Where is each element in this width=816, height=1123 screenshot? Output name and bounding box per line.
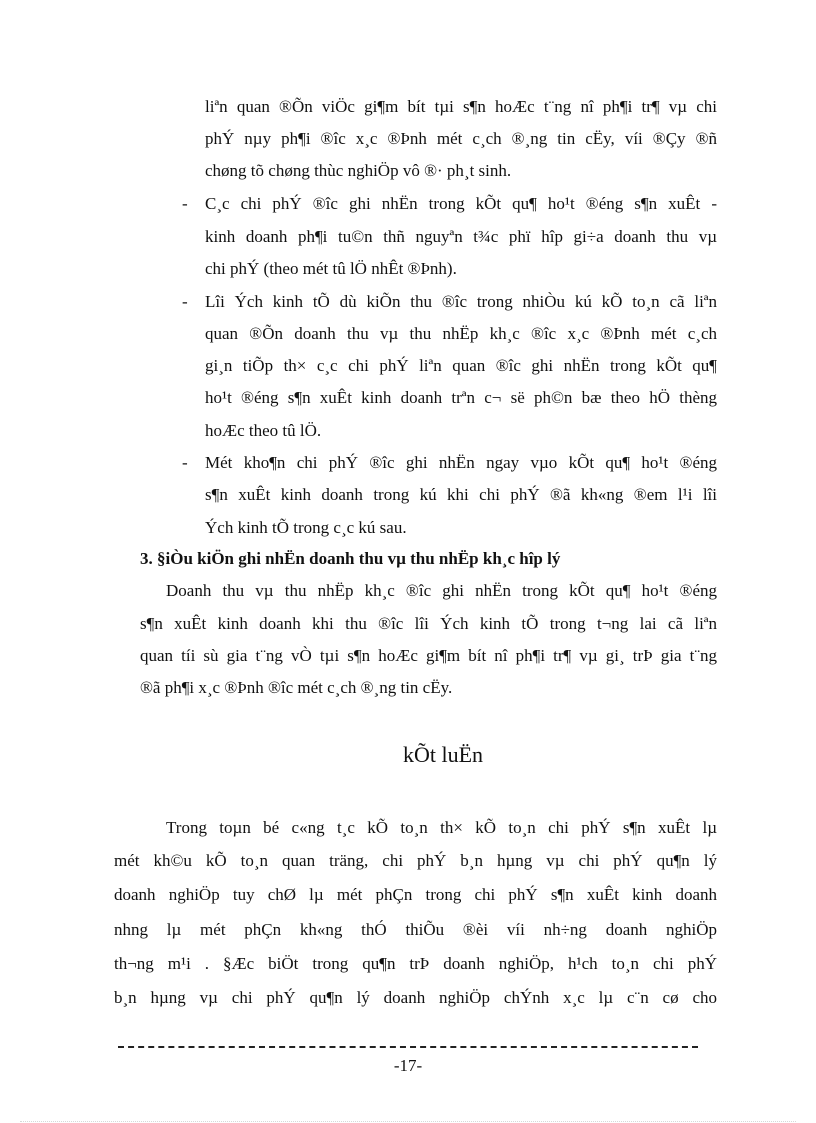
conclusion-title: kÕt luËn	[402, 742, 484, 767]
footer-divider	[118, 1046, 698, 1048]
text-line: th¬ng m¹i . §Æc biÖt trong qu¶n trÞ doanh nghiÖp, h¹ch to¸n chi phÝ	[114, 954, 717, 973]
text-line: doanh nghiÖp tuy chØ lµ mét phÇn trong chi phÝ s¶n xuÊt kinh doanh	[114, 885, 717, 904]
section-heading: 3. §iÒu kiÖn ghi nhËn doanh thu vµ thu nhËp kh¸c hîp lý	[140, 549, 561, 568]
text-line: C¸c chi phÝ ®îc ghi nhËn trong kÕt qu¶ ho¹t ®éng s¶n xuÊt -	[205, 194, 717, 213]
text-line: quan ®Õn doanh thu vµ thu nhËp kh¸c ®îc x¸c ®Þnh mét c¸ch	[205, 324, 717, 343]
bullet-dash: -	[182, 453, 188, 472]
text-line: nhng lµ mét phÇn kh«ng thÓ thiÕu ®èi víi nh÷ng doanh nghiÖp	[114, 920, 717, 939]
text-line: s¶n xuÊt kinh doanh khi thu ®îc lîi Ých kinh tÕ trong t¬ng lai cã liªn	[140, 614, 717, 633]
text-line: s¶n xuÊt kinh doanh trong kú khi chi phÝ ®ã kh«ng ®em l¹i lîi	[205, 485, 717, 504]
text-line: mét kh©u kÕ to¸n quan träng, chi phÝ b¸n hµng vµ chi phÝ qu¶n lý	[114, 851, 717, 870]
text-line: gi¸n tiÕp th× c¸c chi phÝ liªn quan ®îc ghi nhËn trong kÕt qu¶	[205, 356, 717, 375]
text-line: Trong toµn bé c«ng t¸c kÕ to¸n th× kÕ to¸n chi phÝ s¶n xuÊt lµ	[166, 818, 717, 837]
page-bottom-edge	[20, 1121, 796, 1122]
text-line: b¸n hµng vµ chi phÝ qu¶n lý doanh nghiÖp chÝnh x¸c lµ c¨n cø cho	[114, 988, 717, 1007]
text-line: chøng tõ chøng thùc nghiÖp vô ®· ph¸t sinh.	[205, 161, 512, 180]
text-line: chi phÝ (theo mét tû lÖ nhÊt ®Þnh).	[205, 259, 457, 278]
text-line: Lîi Ých kinh tÕ dù kiÕn thu ®îc trong nhiÒu kú kÕ to¸n cã liªn	[205, 292, 717, 311]
page-number: -17-	[393, 1056, 423, 1075]
text-line: phÝ nµy ph¶i ®îc x¸c ®Þnh mét c¸ch ®¸ng tin cËy, víi ®Çy ®ñ	[205, 129, 717, 148]
text-line: ho¹t ®éng s¶n xuÊt kinh doanh trªn c¬ së ph©n bæ theo hÖ thèng	[205, 388, 717, 407]
bullet-dash: -	[182, 292, 188, 311]
text-line: Doanh thu vµ thu nhËp kh¸c ®îc ghi nhËn trong kÕt qu¶ ho¹t ®éng	[166, 581, 717, 600]
text-line: Ých kinh tÕ trong c¸c kú sau.	[205, 518, 407, 537]
bullet-dash: -	[182, 194, 188, 213]
text-line: liªn quan ®Õn viÖc gi¶m bít tµi s¶n hoÆc t¨ng nî ph¶i tr¶ vµ chi	[205, 97, 717, 116]
text-line: kinh doanh ph¶i tu©n thñ nguyªn t¾c phï hîp gi÷a doanh thu vµ	[205, 227, 717, 246]
text-line: quan tíi sù gia t¨ng vÒ tµi s¶n hoÆc gi¶m bít nî ph¶i tr¶ vµ gi¸ trÞ gia t¨ng	[140, 646, 717, 665]
text-line: hoÆc theo tû lÖ.	[205, 421, 322, 440]
text-line: ®ã ph¶i x¸c ®Þnh ®îc mét c¸ch ®¸ng tin cËy.	[140, 678, 453, 697]
text-line: Mét kho¶n chi phÝ ®îc ghi nhËn ngay vµo kÕt qu¶ ho¹t ®éng	[205, 453, 717, 472]
